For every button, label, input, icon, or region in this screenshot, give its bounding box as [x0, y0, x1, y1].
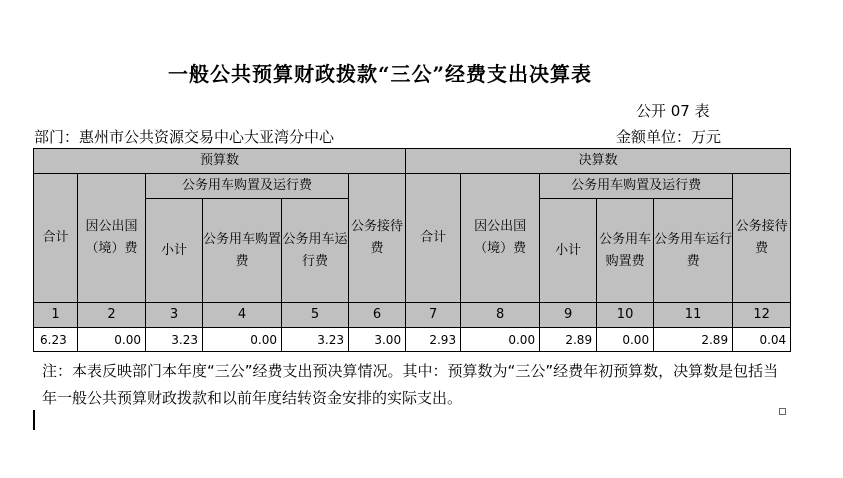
footnote: 注：本表反映部门本年度“三公”经费支出预决算情况。其中：预算数为“三公”经费年初预算数，决算数是包括当年一般公共预算财政拨款和以前年度结转资金安排的实际支出。 — [42, 362, 779, 407]
budget-car-purchase-header: 公务用车购置费 — [203, 199, 282, 303]
col-number: 9 — [540, 303, 597, 328]
final-header: 决算数 — [406, 149, 791, 174]
expenditure-table — [33, 148, 791, 352]
column-number-row — [34, 303, 791, 328]
budget-header: 预算数 — [34, 149, 406, 174]
budget-reception-header: 公务接待费 — [349, 174, 406, 303]
value-cell: 0.04 — [733, 328, 791, 352]
col-number: 1 — [34, 303, 78, 328]
value-row — [34, 328, 791, 352]
col-number: 2 — [78, 303, 146, 328]
value-cell: 0.00 — [203, 328, 282, 352]
budget-subtotal-header: 小计 — [146, 199, 203, 303]
col-number: 4 — [203, 303, 282, 328]
col-number: 7 — [406, 303, 461, 328]
col-number: 3 — [146, 303, 203, 328]
final-total-header: 合计 — [406, 174, 461, 303]
final-car-running-header: 公务用车运行费 — [654, 199, 733, 303]
value-cell: 0.00 — [461, 328, 540, 352]
value-cell: 3.00 — [349, 328, 406, 352]
unit-label: 金额单位：万元 — [616, 128, 722, 146]
budget-abroad-header: 因公出国（境）费 — [78, 174, 146, 303]
form-number: 公开 07 表 — [636, 102, 710, 120]
value-cell: 2.93 — [406, 328, 461, 352]
value-cell: 6.23 — [34, 328, 78, 352]
budget-car-group-header: 公务用车购置及运行费 — [146, 174, 349, 199]
value-cell: 2.89 — [540, 328, 597, 352]
value-cell: 0.00 — [78, 328, 146, 352]
col-number: 12 — [733, 303, 791, 328]
budget-total-header: 合计 — [34, 174, 78, 303]
anchor-marker — [779, 408, 786, 415]
value-cell: 3.23 — [282, 328, 349, 352]
value-cell: 2.89 — [654, 328, 733, 352]
value-cell: 0.00 — [597, 328, 654, 352]
col-number: 10 — [597, 303, 654, 328]
value-cell: 3.23 — [146, 328, 203, 352]
final-abroad-header: 因公出国（境）费 — [461, 174, 540, 303]
budget-car-running-header: 公务用车运行费 — [282, 199, 349, 303]
final-subtotal-header: 小计 — [540, 199, 597, 303]
text-cursor — [33, 410, 35, 430]
final-car-purchase-header: 公务用车购置费 — [597, 199, 654, 303]
col-number: 5 — [282, 303, 349, 328]
final-car-group-header: 公务用车购置及运行费 — [540, 174, 733, 199]
col-number: 11 — [654, 303, 733, 328]
col-number: 8 — [461, 303, 540, 328]
col-number: 6 — [349, 303, 406, 328]
page-title: 一般公共预算财政拨款“三公”经费支出决算表 — [167, 62, 592, 86]
final-reception-header: 公务接待费 — [733, 174, 791, 303]
department-label: 部门：惠州市公共资源交易中心大亚湾分中心 — [34, 128, 335, 146]
